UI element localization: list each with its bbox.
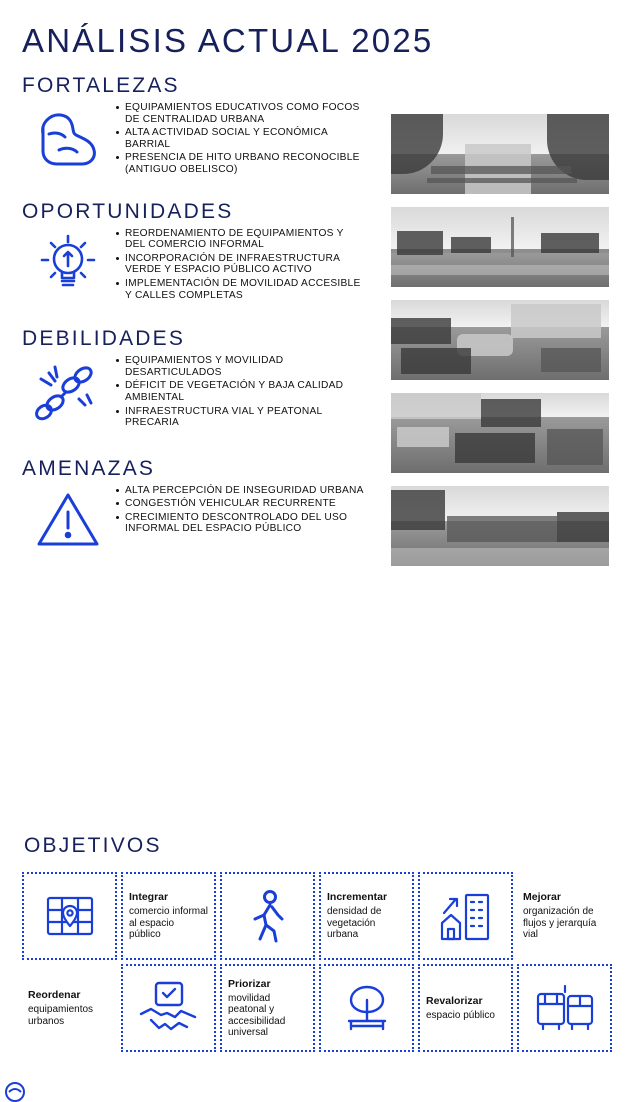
list-item: INCORPORACIÓN DE INFRAESTRUCTURA VERDE Y ESPACIO PÚBLICO ACTIVO	[116, 253, 366, 276]
list-item: REORDENAMIENTO DE EQUIPAMIENTOS Y DEL COMERCIO INFORMAL	[116, 228, 366, 251]
objective-word: Incrementar	[327, 891, 388, 904]
list-item: IMPLEMENTACIÓN DE MOVILIDAD ACCESIBLE Y CALLES COMPLETAS	[116, 278, 366, 301]
list-item: ALTA ACTIVIDAD SOCIAL Y ECONÓMICA BARRIAL	[116, 127, 366, 150]
list-item: CONGESTIÓN VEHICULAR RECURRENTE	[116, 498, 366, 510]
objective-word: Reordenar	[28, 989, 81, 1001]
objectives-section	[22, 834, 612, 1052]
list-item: INFRAESTRUCTURA VIAL Y PEATONAL PRECARIA	[116, 406, 366, 429]
objective-priorizar	[220, 964, 315, 1052]
objective-text: equipamientos urbanos	[28, 1004, 94, 1027]
warning-triangle-icon	[22, 485, 114, 549]
objective-revalorizar	[418, 964, 513, 1052]
objective-word: Priorizar	[228, 977, 271, 990]
handshake-check-icon	[121, 964, 216, 1052]
section-heading-amenazas: AMENAZAS	[22, 456, 156, 480]
list-item: CRECIMIENTO DESCONTROLADO DEL USO INFORMAL DEL ESPACIO PÚBLICO	[116, 512, 366, 535]
photo-low-houses	[391, 486, 609, 566]
list-item: PRESENCIA DE HITO URBANO RECONOCIBLE (ANTIGUO OBELISCO)	[116, 152, 366, 175]
buildings-growth-icon	[418, 872, 513, 960]
photo-open-plaza	[391, 207, 609, 287]
section-heading-fortalezas: FORTALEZAS	[22, 74, 180, 97]
broken-chain-icon	[22, 355, 114, 421]
bullet-list-debilidades	[114, 355, 366, 431]
objective-text: movilidad peatonal y accesibilidad universal	[228, 992, 286, 1038]
objective-text: espacio público	[426, 1009, 495, 1021]
objective-text: densidad de vegetación urbana	[327, 906, 382, 941]
map-pin-icon	[22, 872, 117, 960]
objectives-grid	[22, 872, 612, 1052]
photo-column	[391, 114, 609, 579]
objective-reordenar	[22, 964, 117, 1052]
page-title: ANÁLISIS ACTUAL 2025	[22, 22, 434, 59]
flexed-biceps-icon	[22, 102, 114, 166]
objective-word: Revalorizar	[426, 994, 483, 1007]
lightbulb-icon	[22, 228, 114, 294]
objective-integrar	[121, 872, 216, 960]
list-item: EQUIPAMIENTOS EDUCATIVOS COMO FOCOS DE CENTRALIDAD URBANA	[116, 102, 366, 125]
photo-street-canal	[391, 114, 609, 194]
objective-text: organización de flujos y jerarquía vial	[523, 906, 597, 941]
objective-word: Mejorar	[523, 891, 561, 904]
section-heading-debilidades: DEBILIDADES	[22, 327, 186, 351]
list-item: ALTA PERCEPCIÓN DE INSEGURIDAD URBANA	[116, 485, 366, 497]
bullet-list-amenazas	[114, 485, 366, 537]
pedestrian-icon	[220, 872, 315, 960]
list-item: DÉFICIT DE VEGETACIÓN Y BAJA CALIDAD AMBIENTAL	[116, 380, 366, 403]
photo-street-vendors	[391, 393, 609, 473]
objective-word: Integrar	[129, 891, 169, 904]
objectives-heading: OBJETIVOS	[24, 834, 162, 857]
photo-informal-market	[391, 300, 609, 380]
bullet-list-fortalezas	[114, 102, 366, 178]
objective-incrementar	[319, 872, 414, 960]
list-item: EQUIPAMIENTOS Y MOVILIDAD DESARTICULADOS	[116, 355, 366, 378]
tree-bench-icon	[319, 964, 414, 1052]
objective-text: comercio informal al espacio público	[129, 906, 208, 941]
tram-bus-icon	[517, 964, 612, 1052]
section-heading-oportunidades: OPORTUNIDADES	[22, 199, 234, 223]
objective-mejorar	[517, 872, 612, 960]
bullet-list-oportunidades	[114, 228, 366, 304]
poster-page	[0, 22, 628, 1102]
